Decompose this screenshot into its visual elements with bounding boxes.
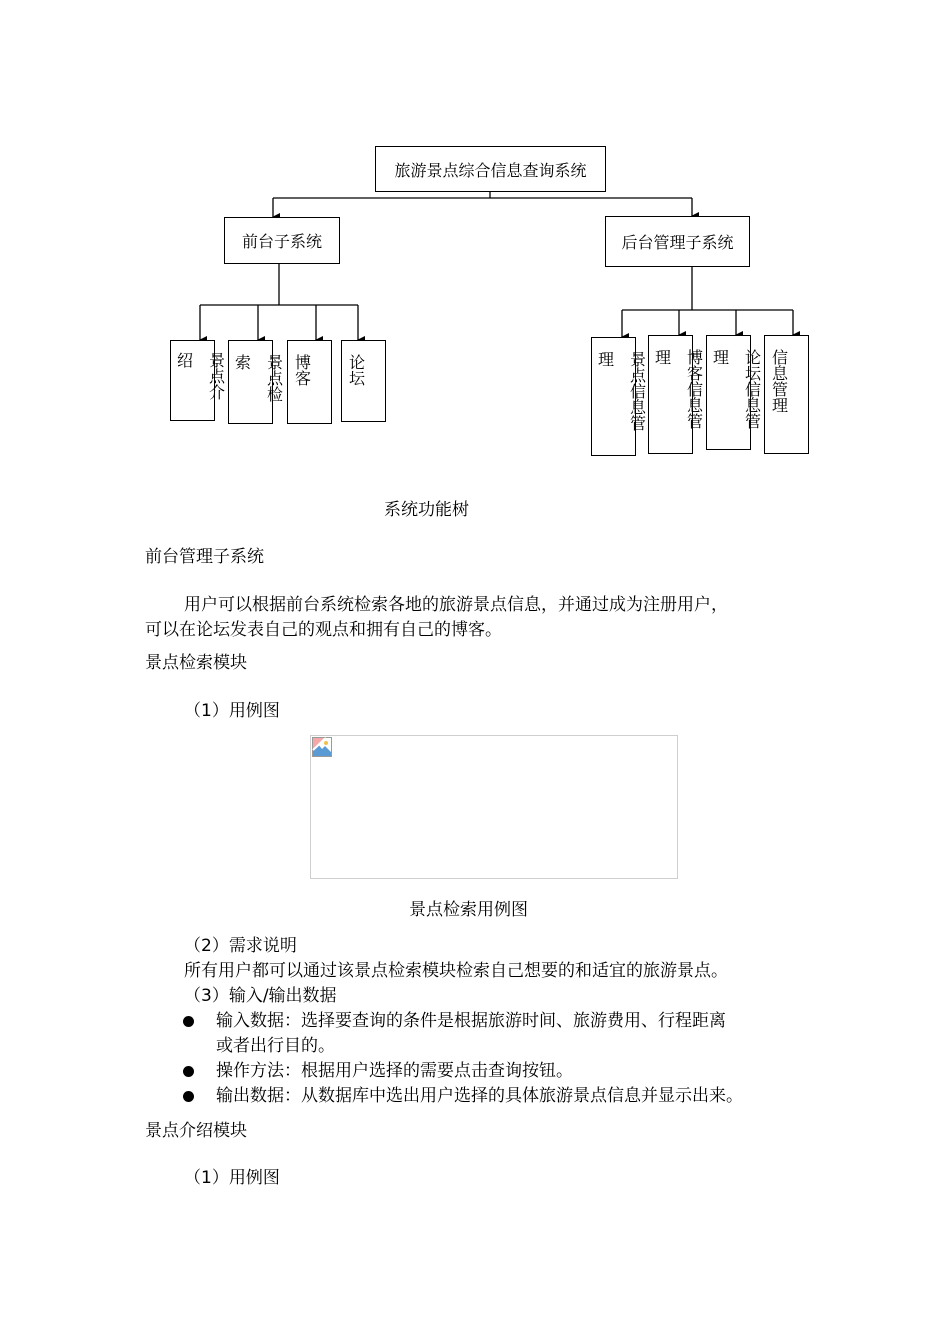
subheading-usecase: （1）用例图 [184,1168,280,1188]
leaf-text-col2: 论坛信息管 [745,348,762,431]
broken-image-icon [312,737,332,757]
paragraph-line: 可以在论坛发表自己的观点和拥有自己的博客。 [145,620,502,640]
tree-front-leaf [287,340,332,424]
leaf-text-col1: 博客 [295,353,312,388]
leaf-text-col1: 论坛 [349,353,366,388]
image-caption: 景点检索用例图 [409,900,528,920]
tree-front-node [224,217,340,264]
bullet-dot [183,1091,194,1102]
bullet-text-continued: 或者出行目的。 [216,1036,335,1056]
tree-caption: 系统功能树 [384,500,469,520]
leaf-text-col1: 索 [235,353,252,372]
usecase-diagram-image [310,735,678,879]
tree-front-leaf [228,340,284,424]
tree-back-leaf [706,335,762,450]
bullet-text: 输出数据：从数据库中选出用户选择的具体旅游景点信息并显示出来。 [216,1086,743,1106]
tree-root-node [375,146,606,192]
heading-intro-module: 景点介绍模块 [145,1121,247,1141]
leaf-text-col1: 信息管理 [772,348,789,415]
tree-back-leaf [648,335,704,454]
bullet-text: 操作方法：根据用户选择的需要点击查询按钮。 [216,1061,573,1081]
leaf-text-col1: 理 [713,348,730,367]
tree-back-leaf [764,335,809,454]
leaf-text-col2: 景点信息管 [630,350,647,433]
requirement-text: 所有用户都可以通过该景点检索模块检索自己想要的和适宜的旅游景点。 [184,961,728,981]
tree-front-leaf [170,340,226,421]
tree-root-label: 旅游景点综合信息查询系统 [394,160,587,180]
subheading-io: （3）输入/输出数据 [184,986,337,1006]
bullet-text: 输入数据：选择要查询的条件是根据旅游时间、旅游费用、行程距离 [216,1011,726,1031]
leaf-text-col1: 理 [598,350,615,369]
bullet-dot [183,1066,194,1077]
heading-front-subsystem: 前台管理子系统 [145,547,264,567]
leaf-text-col2: 博客信息管 [687,348,704,431]
leaf-text-col2: 景点检 [267,353,284,404]
tree-back-leaf [591,337,647,456]
subheading-requirement: （2）需求说明 [184,936,297,956]
heading-search-module: 景点检索模块 [145,653,247,673]
leaf-text-col1: 绍 [177,351,194,370]
tree-front-leaf [341,340,386,422]
tree-front-label: 前台子系统 [241,232,322,251]
paragraph-line: 用户可以根据前台系统检索各地的旅游景点信息，并通过成为注册用户， [184,595,728,615]
subheading-usecase: （1）用例图 [184,701,280,721]
tree-back-node [605,216,750,267]
leaf-text-col2: 景点介 [209,351,226,402]
leaf-text-col1: 理 [655,348,672,367]
bullet-dot [183,1016,194,1027]
tree-back-label: 后台管理子系统 [621,233,734,252]
